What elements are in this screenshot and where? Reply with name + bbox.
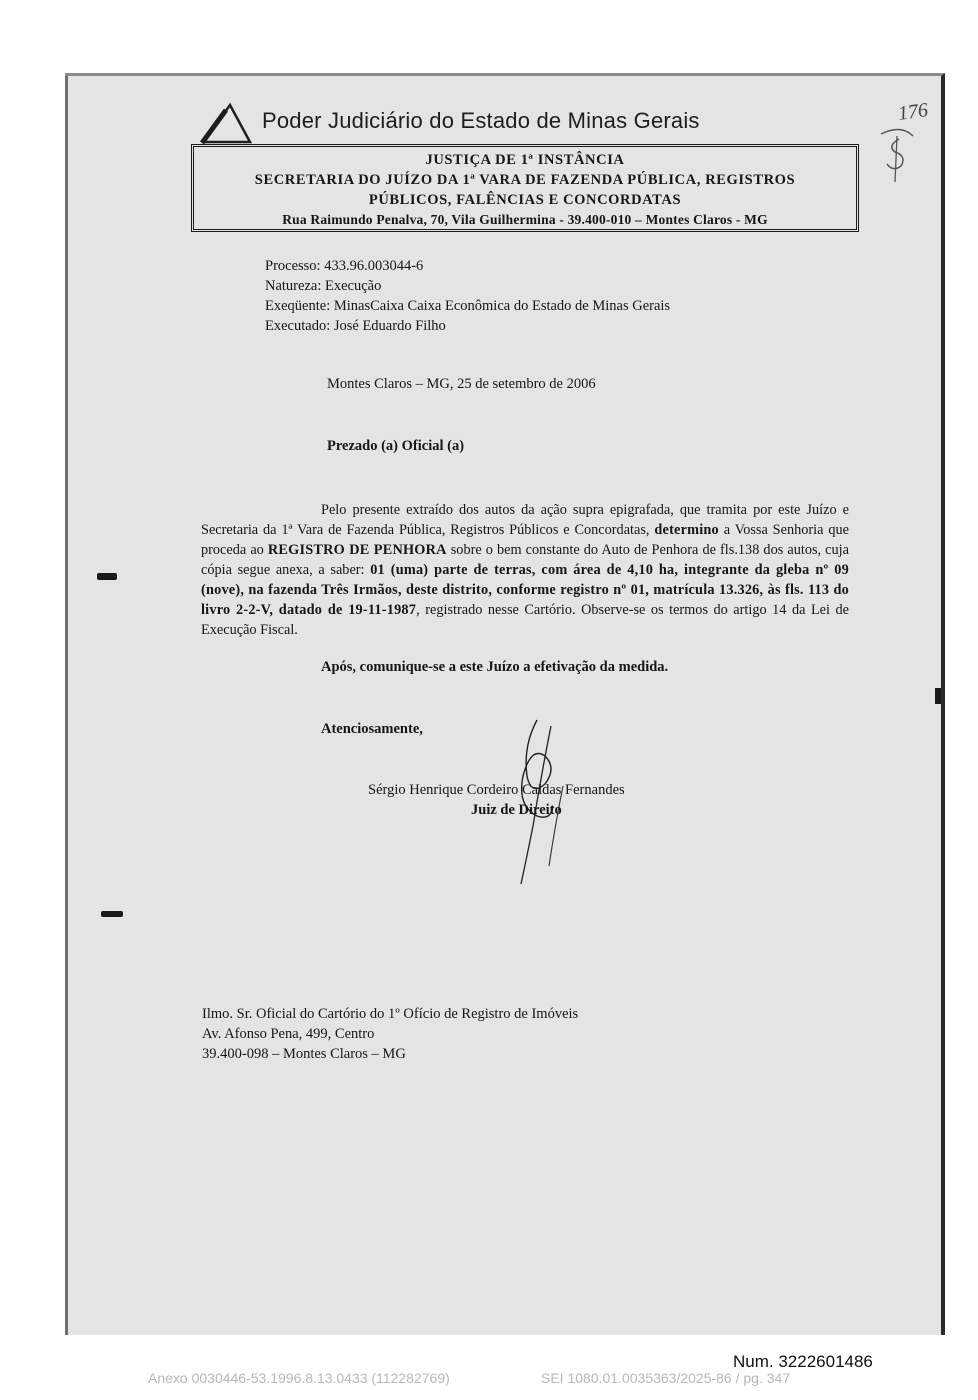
- scan-edge-mark: [935, 688, 941, 704]
- after-line: Após, comunique-se a este Juízo a efetivação da medida.: [321, 659, 669, 675]
- court-name: Poder Judiciário do Estado de Minas Gerais: [262, 108, 700, 133]
- scan-edge: [65, 76, 68, 1335]
- header-line-secretariat: SECRETARIA DO JUÍZO DA 1ª VARA DE FAZENDA PÚBLICA, REGISTROS: [254, 172, 796, 188]
- scanned-document: [65, 73, 945, 1335]
- process-defendant: Executado: José Eduardo Filho: [265, 318, 446, 334]
- body-text-g: , registrado nesse Cartório. Observe-se os termos do artigo 14 da Lei de Execução Fiscal.: [201, 602, 849, 638]
- process-number: Processo: 433.96.003044-6: [265, 258, 424, 274]
- process-plaintiff: Exeqüente: MinasCaixa Caixa Econômica do Estado de Minas Gerais: [265, 298, 671, 314]
- header-line-registries: PÚBLICOS, FALÊNCIAS E CONCORDATAS: [368, 192, 682, 208]
- handwritten-page-number: [873, 94, 933, 184]
- signer-title: Juiz de Direito: [471, 802, 562, 818]
- handwritten-page-text: 176: [896, 98, 930, 125]
- salutation: Prezado (a) Oficial (a): [327, 438, 465, 454]
- body-text-e: sobre o bem constante do Auto de Penhora de fls.138 dos autos, cuja cópia segue anexa, a saber:: [201, 542, 849, 578]
- recipient-line-3: 39.400-098 – Montes Claros – MG: [202, 1046, 406, 1062]
- recipient-line-2: Av. Afonso Pena, 499, Centro: [202, 1026, 375, 1042]
- judiciary-logo-icon: [200, 102, 252, 144]
- body-text-c: a Vossa Senhoria que proceda ao: [201, 522, 850, 558]
- footer-sei: SEI 1080.01.0035363/2025-86 / pg. 347: [541, 1370, 791, 1386]
- scan-punch-mark: [97, 573, 117, 580]
- recipient-line-1: Ilmo. Sr. Oficial do Cartório do 1º Ofício de Registro de Imóveis: [202, 1006, 579, 1022]
- recipient-address: [202, 1004, 578, 1064]
- signer-name: Sérgio Henrique Cordeiro Caldas Fernandes: [368, 782, 625, 798]
- court-address: Rua Raimundo Penalva, 70, Vila Guilhermina - 39.400-010 – Montes Claros - MG: [282, 212, 768, 227]
- footer-annex: Anexo 0030446-53.1996.8.13.0433 (112282769): [148, 1370, 450, 1386]
- closing: Atenciosamente,: [321, 721, 423, 737]
- court-header-box: [191, 144, 859, 232]
- body-text-determine: determino: [654, 522, 719, 538]
- document-number: Num. 3222601486: [733, 1352, 873, 1371]
- process-nature: Natureza: Execução: [265, 278, 382, 294]
- body-text-a: Pelo presente extraído dos autos da ação supra epigrafada, que tramita por este Juízo e Secretaria da 1ª Vara de Fazenda Pública, Registros Públicos e Concordatas,: [201, 502, 849, 538]
- body-paragraph: [201, 500, 849, 640]
- signature-scribble: [493, 716, 577, 886]
- process-info: [265, 256, 670, 336]
- date-line: Montes Claros – MG, 25 de setembro de 2006: [327, 376, 596, 392]
- body-text-registry: REGISTRO DE PENHORA: [267, 542, 447, 558]
- scan-punch-mark: [101, 911, 123, 917]
- header-line-instance: JUSTIÇA DE 1ª INSTÂNCIA: [425, 152, 625, 168]
- body-text-property: 01 (uma) parte de terras, com área de 4,10 ha, integrante da gleba nº 09 (nove), na fazenda Três Irmãos, deste distrito, conforme registro nº 01, matrícula 13.326, às fls. 113 do livro 2-2-V, datado de 19-11-1987: [201, 562, 850, 618]
